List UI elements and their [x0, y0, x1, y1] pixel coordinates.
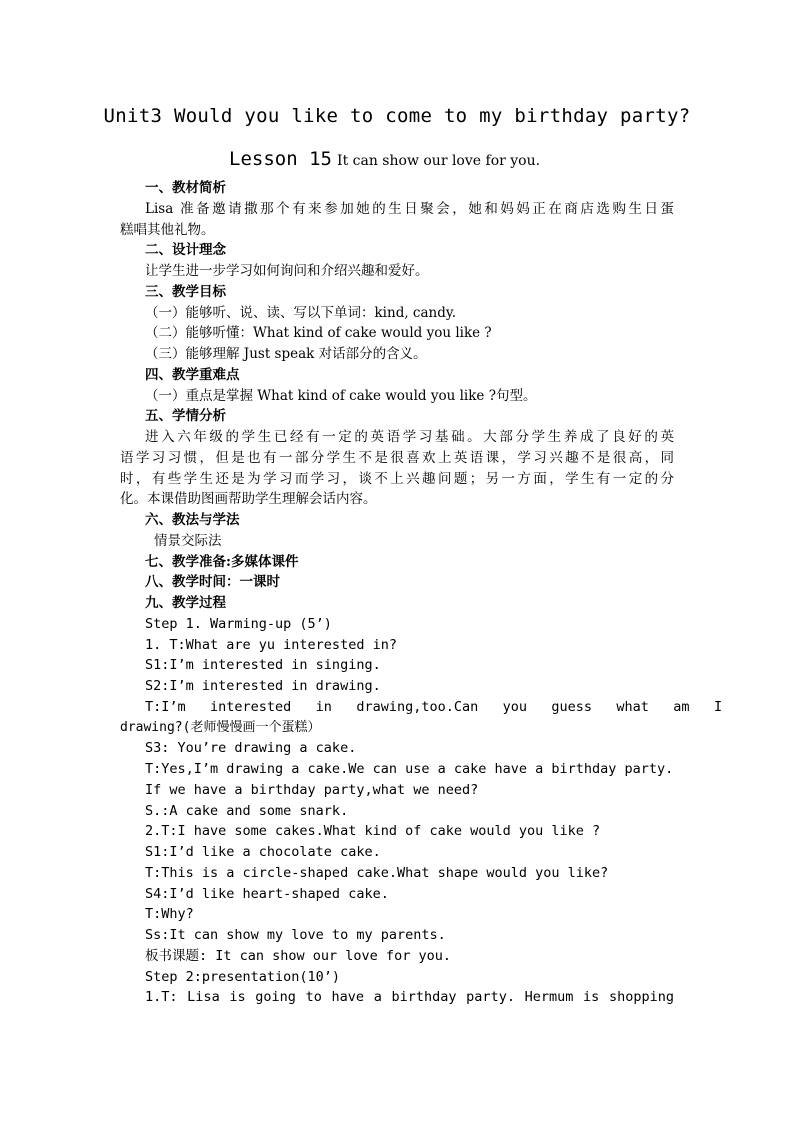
dialogue-line: T:This is a circle-shaped cake.What shape would you like?: [145, 864, 609, 881]
dialogue-line: Ss:It can show my love to my parents.: [145, 927, 446, 943]
blackboard-title-line: 板书课题: It can show our love for you.: [145, 947, 451, 964]
lesson-number: Lesson 15: [229, 148, 332, 170]
unit-title: Unit3 Would you like to come to my birthday party?: [103, 105, 691, 127]
paragraph-line: 语学习习惯，但是也有一部分学生不是很喜欢上英语课，学习兴趣不是很高，同: [120, 449, 674, 466]
paragraph-line: 进入六年级的学生已经有一定的英语学习基础。大部分学生养成了良好的英: [145, 429, 674, 445]
paragraph-line: 时，有些学生还是为学习而学习，谈不上兴趣问题；另一方面，学生有一定的分: [120, 470, 674, 487]
section-heading-student-analysis: 五、学情分析: [145, 408, 226, 425]
dialogue-line: S4:I’d like heart-shaped cake.: [145, 885, 389, 902]
section-heading-textbook-analysis: 一、教材简析: [145, 180, 226, 196]
section-heading-teaching-goals: 三、教学目标: [145, 283, 226, 300]
paragraph-line: 让学生进一步学习如何询问和介绍兴趣和爱好。: [145, 263, 429, 279]
section-heading-design-concept: 二、设计理念: [145, 242, 226, 259]
paragraph-line: Lisa 准备邀请撒那个有来参加她的生日聚会，她和妈妈正在商店选购生日蛋: [145, 200, 674, 217]
section-heading-preparation: 七、教学准备:多媒体课件: [145, 553, 299, 570]
list-item: （一）能够听、说、读、写以下单词：kind, candy.: [145, 304, 456, 321]
list-item: （二）能够听懂：What kind of cake would you like ?: [145, 325, 492, 342]
dialogue-line: S1:I’m interested in singing.: [145, 657, 381, 674]
dialogue-line: 1. T:What are yu interested in?: [145, 636, 397, 653]
lesson-title: [229, 148, 540, 170]
dialogue-line: 2.T:I have some cakes.What kind of cake would you like ?: [145, 823, 601, 840]
dialogue-line: T:I’m interested in drawing,too.Can you guess what am I: [145, 698, 723, 715]
section-heading-key-points: 四、教学重难点: [145, 366, 240, 383]
section-heading-time: 八、教学时间：一课时: [145, 574, 280, 591]
dialogue-line: S.:A cake and some snark.: [145, 802, 349, 819]
list-item: （一）重点是掌握 What kind of cake would you like ?句型。: [145, 387, 537, 404]
dialogue-line: If we have a birthday party,what we need?: [145, 781, 479, 798]
section-heading-process: 九、教学过程: [145, 595, 226, 611]
step-heading: Step 2:presentation(10’): [145, 968, 341, 985]
lesson-subtitle: It can show our love for you.: [337, 153, 541, 169]
paragraph-line: 情景交际法: [154, 532, 222, 549]
paragraph-line: 化。本课借助图画帮助学生理解会话内容。: [120, 491, 377, 508]
dialogue-line: drawing?(老师慢慢画一个蛋糕）: [120, 719, 321, 735]
dialogue-line: 1.T: Lisa is going to have a birthday party. Hermum is shopping: [145, 989, 674, 1006]
dialogue-line: T:Why?: [145, 906, 194, 923]
dialogue-line: S1:I’d like a chocolate cake.: [145, 844, 381, 860]
step-heading: Step 1. Warming-up (5’): [145, 615, 332, 632]
document-body: [120, 178, 723, 1008]
dialogue-line: S2:I’m interested in drawing.: [145, 678, 381, 694]
section-heading-methods: 六、教法与学法: [145, 512, 240, 528]
dialogue-line: S3: You’re drawing a cake.: [145, 740, 357, 757]
paragraph-line: 糕唱其他礼物。: [120, 221, 215, 238]
dialogue-line: T:Yes,I’m drawing a cake.We can use a cake have a birthday party.: [145, 761, 674, 777]
list-item: （三）能够理解 Just speak 对话部分的含义。: [145, 346, 427, 362]
